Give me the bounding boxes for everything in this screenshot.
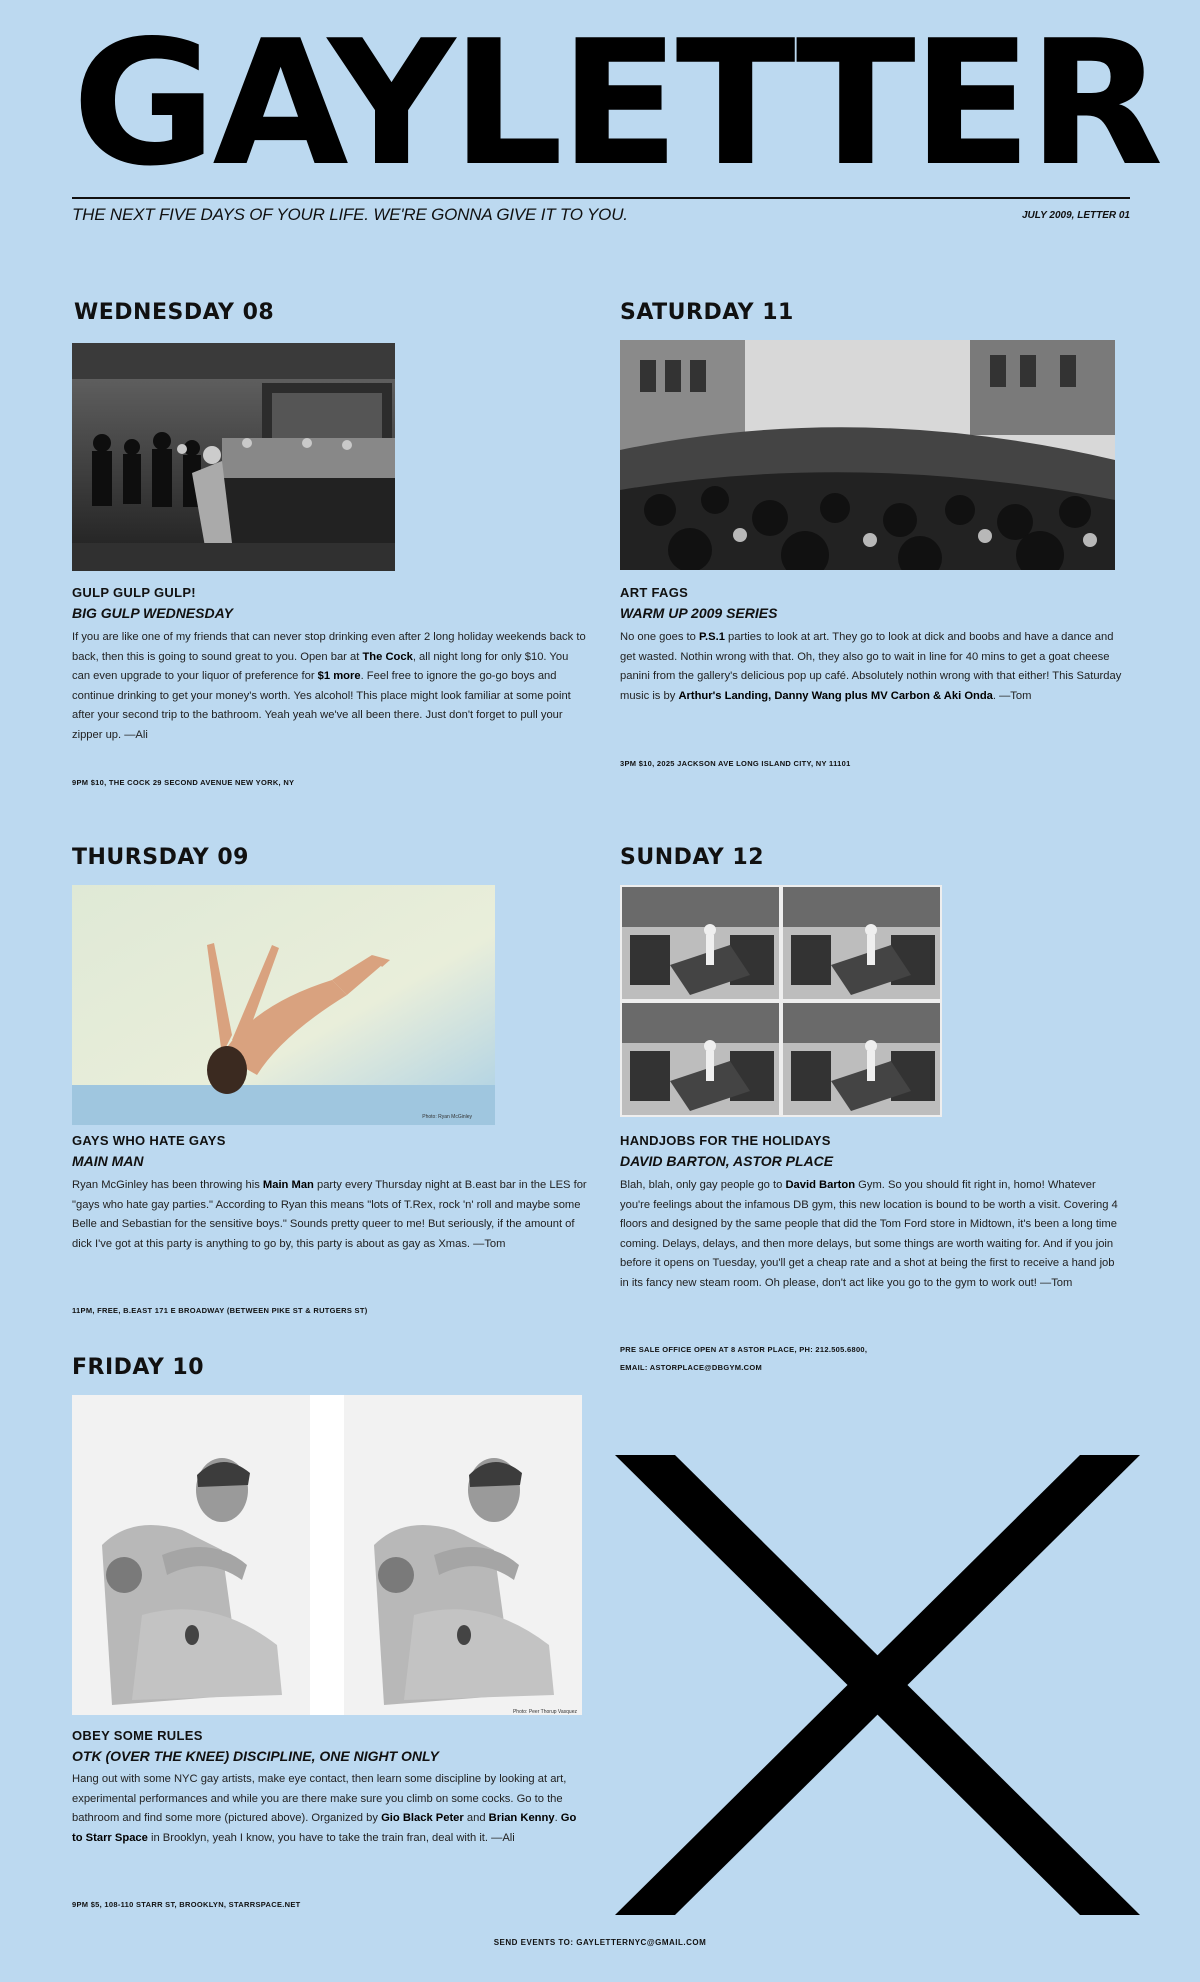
party-name: Main Man	[262, 1179, 314, 1191]
event-body-wednesday	[72, 628, 587, 745]
body-text: . Feel free to ignore the go-go boys and continue drinking to get your money's worth. Yes alcohol! This place might look familiar at some point after your second trip to the bathroom. Yeah yeah we've all been there. Just don't forget to pull your zipper up. —Ali	[72, 670, 571, 741]
body-text: If you are like one of my friends that can never stop drinking even after 2 long holiday weekends back to back, then this is going to sound great to you. Open bar at	[72, 631, 586, 663]
event-title-wednesday: GULP GULP GULP!	[72, 585, 196, 600]
masthead-title: GAYLETTER	[72, 3, 1160, 205]
event-body-friday	[72, 1770, 587, 1848]
venue-name: P.S.1	[699, 631, 725, 643]
body-text: Blah, blah, only gay people go to	[620, 1179, 786, 1191]
photo-falling-figure	[72, 885, 495, 1125]
day-heading-friday: FRIDAY 10	[72, 1355, 205, 1380]
photo-credit-friday: Photo: Peer Thorup Vasquez	[512, 1709, 577, 1715]
event-subtitle-wednesday: BIG GULP WEDNESDAY	[72, 605, 234, 621]
event-info-thursday: 11PM, FREE, B.EAST 171 E BROADWAY (BETWEEN PIKE ST & RUTGERS ST)	[72, 1306, 368, 1315]
body-text: .	[554, 1812, 561, 1824]
event-title-thursday: GAYS WHO HATE GAYS	[72, 1133, 226, 1148]
event-info-sunday: PRE SALE OFFICE OPEN AT 8 ASTOR PLACE, PH: 212.505.6800,	[620, 1345, 868, 1354]
photo-bar-interior	[72, 343, 395, 571]
event-title-saturday: ART FAGS	[620, 585, 689, 600]
event-subtitle-saturday: WARM UP 2009 SERIES	[620, 605, 778, 621]
photo-gym-grid	[620, 885, 942, 1117]
event-subtitle-sunday: DAVID BARTON, ASTOR PLACE	[620, 1153, 834, 1169]
day-heading-wednesday: WEDNESDAY 08	[74, 300, 275, 325]
body-text: and	[463, 1812, 489, 1824]
music-lineup: Arthur's Landing, Danny Wang plus MV Carbon & Aki Onda	[678, 689, 993, 702]
body-text: , all night long for only $10. You can even upgrade to your liquor of preference for	[72, 650, 569, 682]
big-x-graphic	[615, 1455, 1140, 1915]
photo-crowd	[620, 340, 1115, 570]
masthead	[72, 3, 1160, 205]
organizer-name: Brian Kenny	[488, 1812, 555, 1824]
price-highlight: $1 more	[317, 670, 361, 682]
body-text: Ryan McGinley has been throwing his	[72, 1179, 263, 1191]
event-subtitle-thursday: MAIN MAN	[72, 1153, 144, 1169]
footer-submission-note: SEND EVENTS TO: GAYLETTERNYC@GMAIL.COM	[493, 1938, 707, 1947]
issue-label: JULY 2009, LETTER 01	[1021, 210, 1130, 221]
masthead-rule	[72, 197, 1130, 199]
venue-name: The Cock	[362, 650, 413, 663]
day-heading-thursday: THURSDAY 09	[72, 845, 249, 870]
venue-name: Go to Starr Space	[72, 1812, 577, 1844]
day-heading-sunday: SUNDAY 12	[620, 845, 765, 870]
venue-name: David Barton	[785, 1179, 856, 1191]
body-text: in Brooklyn, yeah I know, you have to take the train fran, deal with it. —Ali	[147, 1831, 515, 1844]
event-info-friday: 9PM $5, 108-110 STARR ST, BROOKLYN, STARRSPACE.NET	[72, 1900, 301, 1909]
body-text: No one goes to	[620, 631, 699, 643]
body-text: parties to look at art. They go to look at dick and boobs and have a dance and get wasted. Nothin wrong with that. Oh, they also go to wait in line for 40 mins to get a goat cheese panini from the gallery's delicious pop up café. Absolutely nothin wrong with that either! This Saturday music is by	[620, 631, 1122, 702]
body-text: Hang out with some NYC gay artists, make eye contact, then learn some discipline by looking at art, experimental performances and while you are there make sure you climb on some cocks. Go to the bathroom and find some more (pictured above). Organized by	[72, 1773, 567, 1824]
day-heading-saturday: SATURDAY 11	[620, 300, 794, 325]
event-body-saturday	[620, 628, 1125, 706]
event-body-thursday	[72, 1176, 587, 1254]
event-title-friday: OBEY SOME RULES	[72, 1728, 203, 1743]
body-text: Gym. So you should fit right in, homo! Whatever you're feelings about the infamous DB gym, this new location is bound to be worth a visit. Covering 4 floors and designed by the same people that did the Tom Ford store in Midtown, it's been a long time coming. Delays, delays, and then more delays, but some things are worth waiting for. And if you join before it opens on Tuesday, you'll get a cheap rate and a shot at being the first to receive a hand job in its fancy new steam room. Oh please, don't act like you go to the gym to work out! —Tom	[620, 1179, 1118, 1289]
body-text: party every Thursday night at B.east bar in the LES for "gays who hate gay parties." According to Ryan this means "lots of T.Rex, rock 'n' roll and maybe some Belle and Sebastian for the sensitive boys." Sounds pretty queer to me! But seriously, if the amount of dick I've got at this party is anything to go by, this party is about as gay as Xmas. —Tom	[72, 1179, 587, 1250]
body-text: . —Tom	[992, 689, 1032, 702]
photo-credit-thursday: Photo: Ryan McGinley	[422, 1114, 472, 1120]
organizer-name: Gio Black Peter	[381, 1812, 464, 1824]
event-info-wednesday: 9PM $10, THE COCK 29 SECOND AVENUE NEW YORK, NY	[72, 778, 295, 787]
event-email-sunday: EMAIL: ASTORPLACE@DBGYM.COM	[620, 1363, 763, 1372]
photo-tattooed-man-diptych	[72, 1395, 582, 1715]
event-title-sunday: HANDJOBS FOR THE HOLIDAYS	[620, 1133, 831, 1148]
event-body-sunday	[620, 1176, 1125, 1293]
tagline: THE NEXT FIVE DAYS OF YOUR LIFE. WE'RE GONNA GIVE IT TO YOU.	[72, 205, 628, 224]
event-subtitle-friday: OTK (OVER THE KNEE) DISCIPLINE, ONE NIGHT ONLY	[72, 1748, 439, 1764]
event-info-saturday: 3PM $10, 2025 JACKSON AVE LONG ISLAND CITY, NY 11101	[620, 759, 851, 768]
